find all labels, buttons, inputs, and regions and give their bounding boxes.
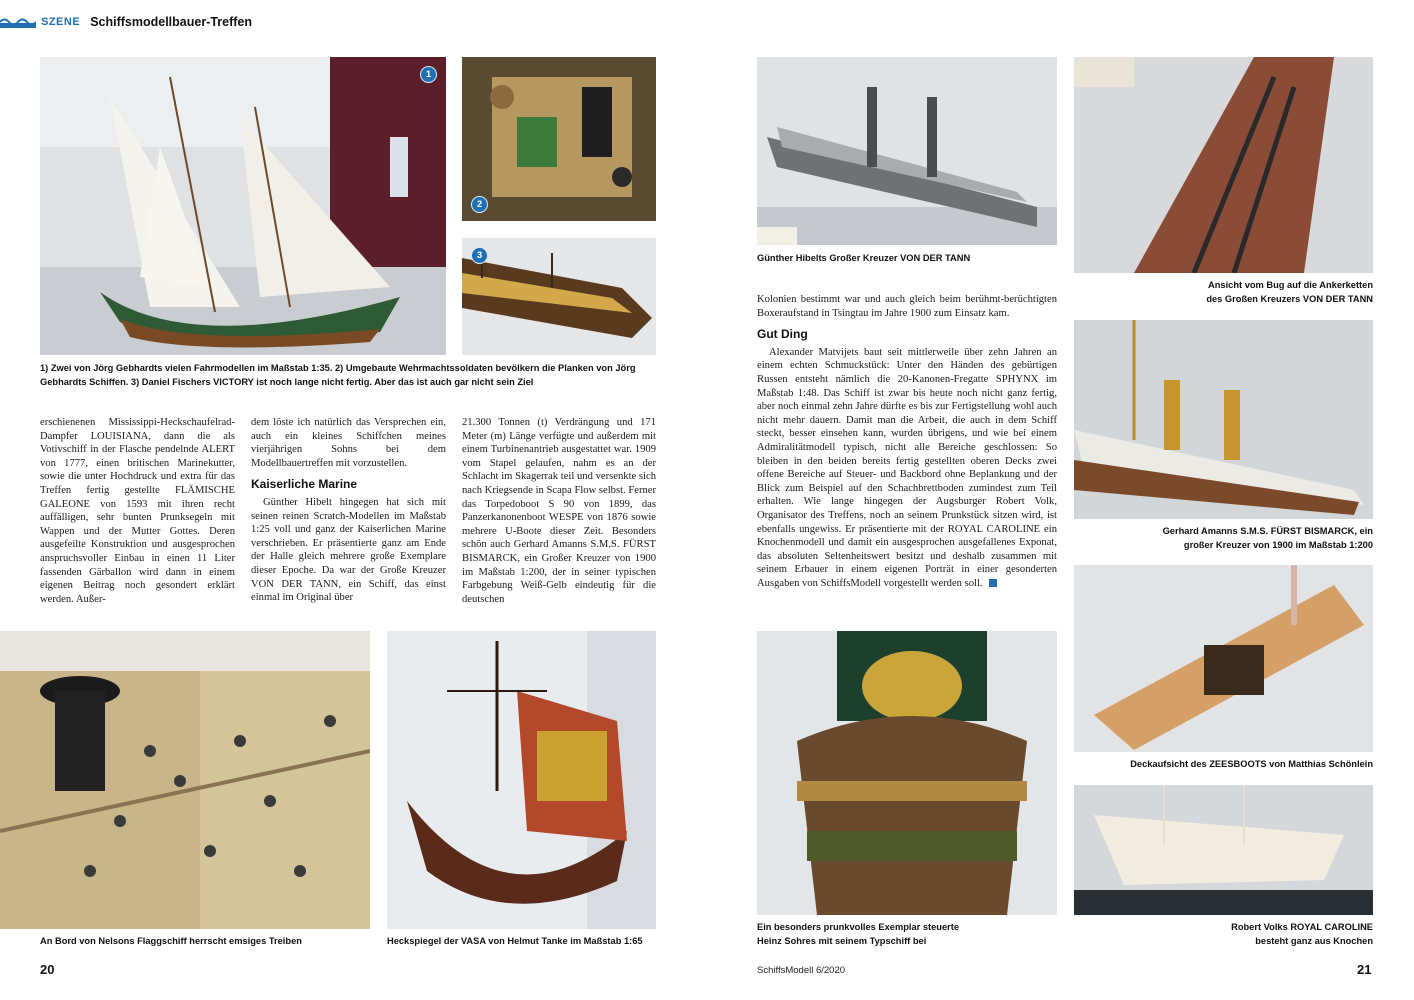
caption-zeesboot: Deckaufsicht des ZEESBOOTS von Matthias Schönlein [1130, 759, 1373, 769]
article-paragraph: erschienenen Mississippi-Heckschaufelrad-Dampfer LOUISIANA, dann die als Votivschiff in der Flasche pendelnde ALERT von 1777, einen britischen Marinekutter, sowie die unter Hochdruck und extra für das Treffen fertig gestellte FLÄMISCHE GALEONE von 1593 mit ihren recht auffälligen, sehr bunten Prunksegeln mit Wappen und der Mutter Gottes. Deren ausgefeilte Konstruktion und ausgesprochen anspruchsvoller Einbau in einen 11 Liter fassenden Gärballon wird dann in einem eigenen Beitrag noch gesondert erklärt werden. Außer- [40, 417, 235, 605]
photo-furst-bismarck [1074, 320, 1373, 519]
caption-vasa: Heckspiegel der VASA von Helmut Tanke im Maßstab 1:65 [387, 936, 643, 946]
subheading-kaiserliche-marine: Kaiserliche Marine [251, 477, 358, 492]
page-header [0, 12, 252, 32]
photo-von-der-tann [757, 57, 1057, 245]
article-column-4 [757, 293, 1057, 590]
article-paragraph: 21.300 Tonnen (t) Verdrängung und 171 Meter (m) Länge verfügte und außerdem mit einem Turbinenantrieb ausgestattet war. 1909 vom Stapel gelaufen, nahm es an der Schlacht im Skagerrak teil und versenkte sich nach Kriegsende in Scapa Flow selbst. Ferner das Torpedoboot S 90 von 1899, das Panzerkanonenboot WESPE von 1876 sowie mehrere U-Boote dieser Zeit. Besonders schön auch Gerhard Amanns S.M.S. FÜRST BISMARCK, ein Großer Kreuzer von 1900 im Maßstab 1:200, der in seiner typischen Farbgebung Weiß-Gelb eindeutig für die deutschen [462, 417, 656, 605]
photo-zeesboot [1074, 565, 1373, 752]
subheading-gut-ding: Gut Ding [757, 327, 808, 342]
article-paragraph: Kolonien bestimmt war und auch gleich beim berühmt-berüchtigten Boxeraufstand in Tsingtau im Jahre 1900 zum Einsatz kam. [757, 294, 1057, 319]
photo-sohres-stern [757, 631, 1057, 915]
photo-bow-anchor-chains [1074, 57, 1373, 273]
photo-number-badge: 3 [471, 247, 488, 264]
section-tag: SZENE [41, 16, 81, 28]
page-title: Schiffsmodellbauer-Treffen [90, 15, 253, 29]
magazine-footer: SchiffsModell 6/2020 [757, 965, 846, 976]
caption-bow-anchor [1074, 279, 1373, 306]
article-paragraph [757, 346, 1057, 591]
caption-royal-caroline [1074, 921, 1373, 948]
photo-soldiers-deck [462, 57, 656, 221]
caption-line: großer Kreuzer von 1900 im Maßstab 1:200 [1183, 539, 1373, 550]
caption-line: Ein besonders prunkvolles Exemplar steuerte [757, 922, 960, 932]
article-paragraph: dem löste ich natürlich das Versprechen ein, auch ein kleines Schiffchen meines vierjährigen Sohns bei dem Modellbauertreffen mit vorzustellen. [251, 417, 446, 469]
photo-nelson-deck [0, 631, 370, 929]
page-number-right: 21 [1357, 962, 1372, 977]
article-column-1 [40, 416, 235, 606]
article-text: Alexander Matvijets baut seit mittlerweile über zehn Jahren an einem echten Schmuckstück: Unter den Händen des gebürtigen Russen entsteht nämlich die 20-Kanonen-Fregatte SPHYNX im Maßstab 1:48. Das Schiff ist zwar bis heute noch nicht ganz fertig, aber noch einmal zehn Jahre dürfte es bis zur Fertigstellung wohl auch nicht mehr dauern. Damit man die Arbeit, die auch in dem Schiff steckt, besser einsehen kann, wurden übrigens, und wie bei einem Admiralitätmodell typisch, nicht alle Bereiche geschlossen: So bleiben in den beiden bereits fertig gestellten oberen Decks zwei offene Bereiche auf Steuer- und Backbord ohne Beplankung und der Blick zum Beispiel auf den Schachbrettboden zumindest zum Teil erhalten. Wie lange hingegen der Augsburger Robert Volk, Organisator des Treffens, noch an seinem Prunkstück sitzen wird, ist ebenfalls ungewiss. Er präsentierte mit der ROYAL CAROLINE ein Knochenmodell und damit ein ausgesprochen ausgefallenes Exponat, das absoluten Seltenheitswert besitzt und deshalb zusammen mit seinem Erbauer in einem eigenen Porträt in einer gesonderten Ausgaben von SchiffsModell vorgestellt werden soll. [757, 346, 1057, 589]
article-paragraph: Günther Hibelt hingegen hat sich mit seinen reinen Scratch-Modellen im Maßstab 1:25 voll und ganz der Kaiserlichen Marine verschrieben. Er präsentierte ganz am Ende der Halle gleich mehrere große Exemplare dieser Epoche. Da war der Große Kreuzer VON DER TANN, ein Schiff, das einst einmal im Original über [251, 496, 446, 604]
caption-line: des Großen Kreuzers VON DER TANN [1206, 293, 1373, 304]
photo-vasa-stern [387, 631, 656, 929]
article-column-3 [462, 416, 656, 606]
photo-number-badge: 1 [420, 66, 437, 83]
photo-sailing-model [40, 57, 446, 355]
end-of-article-icon [989, 579, 997, 587]
wave-logo-icon [0, 16, 36, 28]
article-column-2 [251, 416, 446, 605]
caption-sohres [757, 921, 1057, 948]
caption-line: Robert Volks ROYAL CAROLINE [1231, 922, 1373, 932]
photo-number-badge: 2 [471, 196, 488, 213]
photo-victory-hull [462, 238, 656, 355]
photo-royal-caroline [1074, 785, 1373, 915]
caption-nelson: An Bord von Nelsons Flaggschiff herrscht emsiges Treiben [40, 936, 302, 946]
page-number-left: 20 [40, 962, 55, 977]
caption-furst-bismarck [1074, 525, 1373, 552]
caption-line: Gerhard Amanns S.M.S. FÜRST BISMARCK, ein [1162, 526, 1373, 536]
caption-line: Heinz Sohres mit seinem Typschiff bei [757, 935, 927, 946]
caption-von-der-tann: Günther Hibelts Großer Kreuzer VON DER TANN [757, 253, 971, 263]
caption-jorg-gebhardt: 1) Zwei von Jörg Gebhardts vielen Fahrmodellen im Maßstab 1:35. 2) Umgebaute Wehrmachtssoldaten bevölkern die Planken von Jörg Gebhardts Schiffen. 3) Daniel Fischers VICTORY ist noch lange nicht fertig. Aber das ist auch gar nicht sein Ziel [40, 363, 636, 387]
caption-line: besteht ganz aus Knochen [1255, 935, 1373, 946]
caption-line: Ansicht vom Bug auf die Ankerketten [1208, 280, 1373, 290]
